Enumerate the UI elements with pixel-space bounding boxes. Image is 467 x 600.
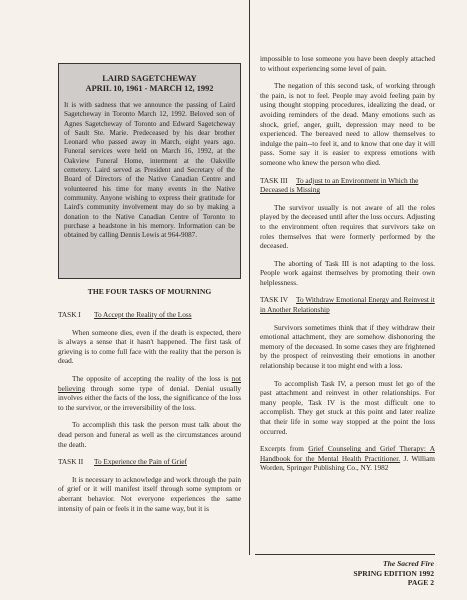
task-2-heading [58, 457, 241, 467]
obituary-name: LAIRD SAGETCHEWAY [102, 74, 197, 83]
task-1-paragraph-2: The opposite of accepting the reality of the loss is not believing through some type of denial. Denial usually involves either the facts of the loss, the significance of the loss to the survivor, or the irreversibility of the loss. [58, 373, 241, 412]
obituary-box [58, 63, 241, 279]
obituary-dates: APRIL 10, 1961 - MARCH 12, 1992 [85, 84, 214, 93]
publication-name: The Sacred Fire [382, 559, 434, 568]
task-2-paragraph-2: The negation of this second task, of working through the pain, is not to feel. People may avoid feeling pain by using thought stopping procedures, idealizing the dead, or avoiding reminders of the dead. Many emotions such as shock, grief, anger, guilt, depression may need to be experienced. The bereaved need to allow themselves to indulge the pain--to feel it, and to know that one day it will pass. Some say it is easier to express emotions with someone who knew the person who died. [260, 81, 435, 167]
task-1-number: TASK I [58, 310, 81, 319]
task-3-heading [260, 176, 435, 195]
task-3-paragraph-1: The survivor usually is not aware of all the roles played by the deceased until after the loss occurs. Adjusting to the environment often requires that survivors take on roles themselves that were formerly performed by the deceased. [260, 202, 435, 251]
page-number: PAGE 2 [407, 578, 434, 588]
task-3-title: To adjust to an Environment in Which the Deceased is Missing [260, 175, 419, 195]
section-title: THE FOUR TASKS OF MOURNING [87, 287, 212, 296]
task-4-heading [260, 295, 435, 314]
task-4-paragraph-2: To accomplish Task IV, a person must let go of the past attachment and reinvest in other relationships. For many people, Task IV is the most difficult one to accomplish. They get stuck at this point and later realize that their life in some way stopped at the point the loss occurred. [260, 378, 435, 436]
left-column [58, 310, 241, 521]
source-citation: Excerpts from Grief Counseling and Grief Therapy: A Handbook for the Mental Health Practitioner. J. William Worden, Springer Publishing Co., NY. 1982 [260, 444, 435, 473]
task-2-number: TASK II [58, 457, 84, 467]
right-column [260, 54, 435, 481]
task-4-number: TASK IV [260, 295, 288, 305]
column-divider [249, 0, 250, 555]
task-1-paragraph-1: When someone dies, even if the death is expected, there is always a sense that it hasn't happened. The first task of grieving is to come full face with the reality that the person is dead. [58, 327, 241, 366]
task-2-title: To Experience the Pain of Grief [94, 457, 187, 467]
task-1-title: To Accept the Reality of the Loss [94, 310, 192, 319]
task-1-paragraph-3: To accomplish this task the person must talk about the dead person and funeral as well as the circumstances around the death. [58, 420, 241, 449]
task-4-paragraph-1: Survivors sometimes think that if they withdraw their emotional attachment, they are somehow dishonoring the memory of the deceased. In some cases they are frightened by the prospect of reinvesting their emotions in another relationship because it too might end with a loss. [260, 322, 435, 371]
obituary-text: It is with sadness that we announce the passing of Laird Sagetcheway in Toronto March 12, 1992. Beloved son of Agnes Sagetcheway of Toronto and Edward Sagetcheway of Sault Ste. Marie. Predeceased by his dear brother Leonard who passed away in March, eight years ago. Funeral services were held on March 16, 1992, at the Oakview Funeral Home, interment at the Oakville cemetery. Laird served as President and Secretary of the Board of Directors of the Native Canadian Centre and volunteered his time for many events in the Native community. Anyone wishing to express their gratitude for Laird's community involvement may do so by making a donation to the Native Canadian Centre of Toronto to purchase a headstone in his memory. Information can be obtained by calling Dennis Lewis at 964-9087. [64, 101, 235, 240]
edition-label: SPRING EDITION 1992 [353, 568, 434, 578]
task-3-paragraph-2: The aborting of Task III is not adapting to the loss. People work against themselves by promoting their own helplessness. [260, 258, 435, 287]
task-2-paragraph-continued: impossible to lose someone you have been deeply attached to without experiencing some level of pain. [260, 54, 435, 73]
task-1-heading [58, 310, 241, 320]
task-4-title: To Withdraw Emotional Energy and Reinvest it in Another Relationship [260, 295, 435, 315]
task-3-number: TASK III [260, 175, 288, 185]
task-2-paragraph-1: It is necessary to acknowledge and work through the pain of grief or it will manifest itself through some symptom or aberrant behavior. Not everyone experiences the same intensity of pain or feels it in the same way, but it is [58, 474, 241, 513]
footer-rule [255, 554, 435, 555]
page-footer [353, 559, 434, 588]
